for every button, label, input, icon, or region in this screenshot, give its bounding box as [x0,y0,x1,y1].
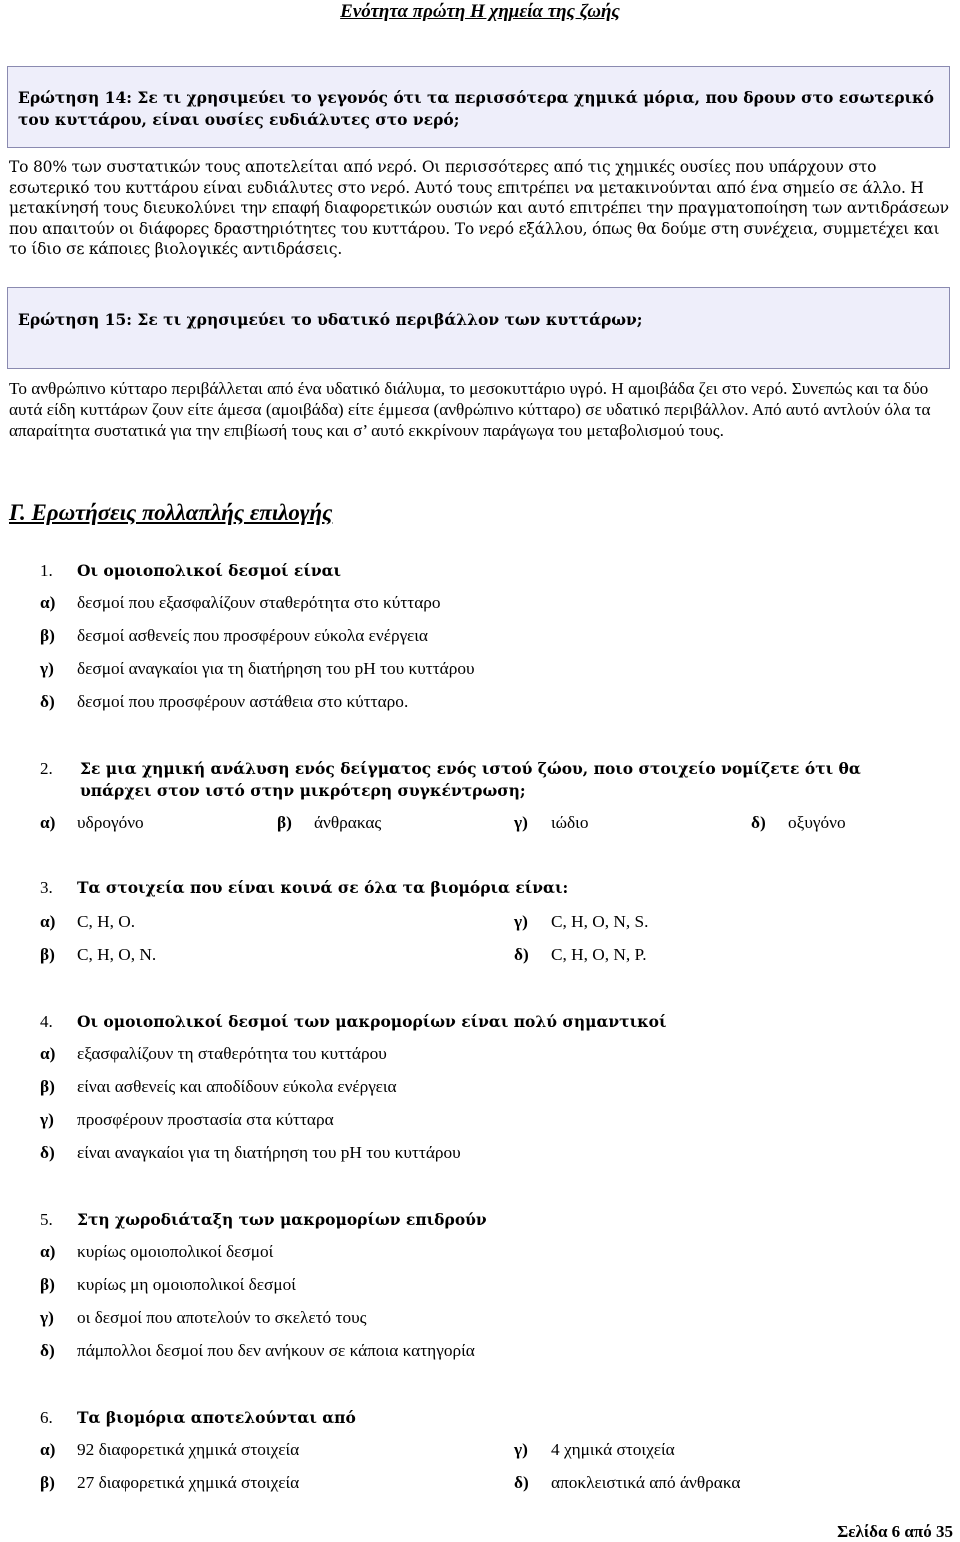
option-text: δεσμοί αναγκαίοι για τη διατήρηση του pH του κυττάρου [77,659,475,678]
option-text: ιώδιο [551,813,589,832]
mcq-question-text: Οι ομοιοπολικοί δεσμοί είναι [77,561,342,580]
question-15-text: Ερώτηση 15: Σε τι χρησιμεύει το υδατικό περιβάλλον των κυττάρων; [18,310,643,329]
option-text: πάμπολλοι δεσμοί που δεν ανήκουν σε κάποια κατηγορία [77,1341,475,1360]
question-14-text: Ερώτηση 14: Σε τι χρησιμεύει το γεγονός ότι τα περισσότερα χημικά μόρια, που δρουν στο εσωτερικό του κυττάρου, είναι ουσίες ευδιάλυτες στο νερό; [18,88,934,129]
option-text: C, H, O. [77,912,136,931]
question-15-answer: Το ανθρώπινο κύτταρο περιβάλλεται από ένα υδατικό διάλυμα, το μεσοκυττάριο υγρό. Η αμοιβάδα ζει στο νερό. Συνεπώς και τα δύο αυτά είδη κυττάρων ζουν είτε άμεσα (αμοιβάδα) είτε έμμεσα (ανθρώπινο κύτταρο) σε υδατικό περιβάλλον. Από αυτό αντλούν όλα τα απαραίτητα συστατικά για την επιβίωσή τους και σ’ αυτό εκκρίνουν παράγωγα του μεταβολισμού τους. [9,379,931,440]
mcq-question-text: Οι ομοιοπολικοί δεσμοί των μακρομορίων είναι πολύ σημαντικοί [77,1012,667,1031]
option-text: άνθρακας [314,813,382,832]
option-label: δ) [40,1143,55,1162]
option-text: 4 χημικά στοιχεία [551,1440,675,1459]
option-text: 92 διαφορετικά χημικά στοιχεία [77,1440,300,1459]
option-label: α) [40,593,56,612]
option-label: α) [40,912,56,931]
option-label: γ) [40,1308,54,1327]
option-text: προσφέρουν προστασία στα κύτταρα [77,1110,334,1129]
option-text: δεσμοί που εξασφαλίζουν σταθερότητα στο κύτταρο [77,593,441,612]
page-number: Σελίδα 6 από 35 [837,1522,953,1541]
option-text: είναι αναγκαίοι για τη διατήρηση του pH του κυττάρου [77,1143,461,1162]
option-text: δεσμοί που προσφέρουν αστάθεια στο κύτταρο. [77,692,409,711]
option-text: αποκλειστικά από άνθρακα [551,1473,741,1492]
mcq-question-text: Στη χωροδιάταξη των μακρομορίων επιδρούν [77,1210,487,1229]
mcq-number: 1. [40,561,53,580]
option-label: γ) [514,813,528,832]
question-14-answer: Το 80% των συστατικών τους αποτελείται από νερό. Οι περισσότερες από τις χημικές ουσίες που υπάρχουν στο εσωτερικό του κυττάρου είναι ευδιάλυτες στο νερό. Αυτό τους επιτρέπει να μετακινούνται από ένα σημείο σε άλλο. Η μετακίνησή τους διευκολύνει την επαφή διαφορετικών ουσιών και αυτό επιτρέπει την πραγματοποίηση των αντιδράσεων που απαιτούν οι διάφορες δραστηριότητες του κυττάρου. Το νερό εξάλλου, όπως θα δούμε στη συνέχεια, συμμετέχει και το ίδιο σε κάποιες βιολογικές αντιδράσεις. [9,158,949,258]
option-label: δ) [40,1341,55,1360]
option-label: γ) [514,912,528,931]
option-label: α) [40,813,56,832]
option-text: κυρίως ομοιοπολικοί δεσμοί [77,1242,274,1261]
option-label: α) [40,1242,56,1261]
chapter-title: Ενότητα πρώτη Η χημεία της ζωής [340,1,620,22]
option-text: εξασφαλίζουν τη σταθερότητα του κυττάρου [77,1044,387,1063]
option-text: C, H, O, N. [77,945,157,964]
option-label: δ) [40,692,55,711]
question-15-box [7,287,950,369]
option-label: δ) [514,1473,529,1492]
mcq-number: 6. [40,1408,53,1427]
option-text: οι δεσμοί που αποτελούν το σκελετό τους [77,1308,367,1327]
mcq-question-text: Τα βιομόρια αποτελούνται από [77,1408,356,1427]
option-label: δ) [514,945,529,964]
option-text: C, H, O, N, P. [551,945,647,964]
section-title: Γ. Ερωτήσεις πολλαπλής επιλογής [9,500,333,525]
mcq-number: 5. [40,1210,53,1229]
option-text: C, H, O, N, S. [551,912,649,931]
option-label: γ) [40,659,54,678]
option-label: γ) [40,1110,54,1129]
mcq-question-text: Τα στοιχεία που είναι κοινά σε όλα τα βιομόρια είναι: [77,878,569,897]
option-label: β) [40,626,55,645]
option-label: β) [40,945,55,964]
option-label: β) [40,1077,55,1096]
mcq-number: 2. [40,759,53,778]
mcq-question-text: Σε μια χημική ανάλυση ενός δείγματος ενός ιστού ζώου, ποιο στοιχείο νομίζετε ότι θα υπάρχει στον ιστό στην μικρότερη συγκέντρωση; [80,759,861,800]
option-label: γ) [514,1440,528,1459]
option-text: 27 διαφορετικά χημικά στοιχεία [77,1473,300,1492]
option-text: οξυγόνο [788,813,846,832]
option-label: β) [277,813,292,832]
mcq-number: 3. [40,878,53,897]
question-14-box [7,66,950,148]
option-label: β) [40,1275,55,1294]
option-label: β) [40,1473,55,1492]
option-text: κυρίως μη ομοιοπολικοί δεσμοί [77,1275,296,1294]
option-label: α) [40,1440,56,1459]
option-label: α) [40,1044,56,1063]
option-text: είναι ασθενείς και αποδίδουν εύκολα ενέργεια [77,1077,397,1096]
option-text: υδρογόνο [77,813,144,832]
option-text: δεσμοί ασθενείς που προσφέρουν εύκολα ενέργεια [77,626,428,645]
mcq-number: 4. [40,1012,53,1031]
option-label: δ) [751,813,766,832]
